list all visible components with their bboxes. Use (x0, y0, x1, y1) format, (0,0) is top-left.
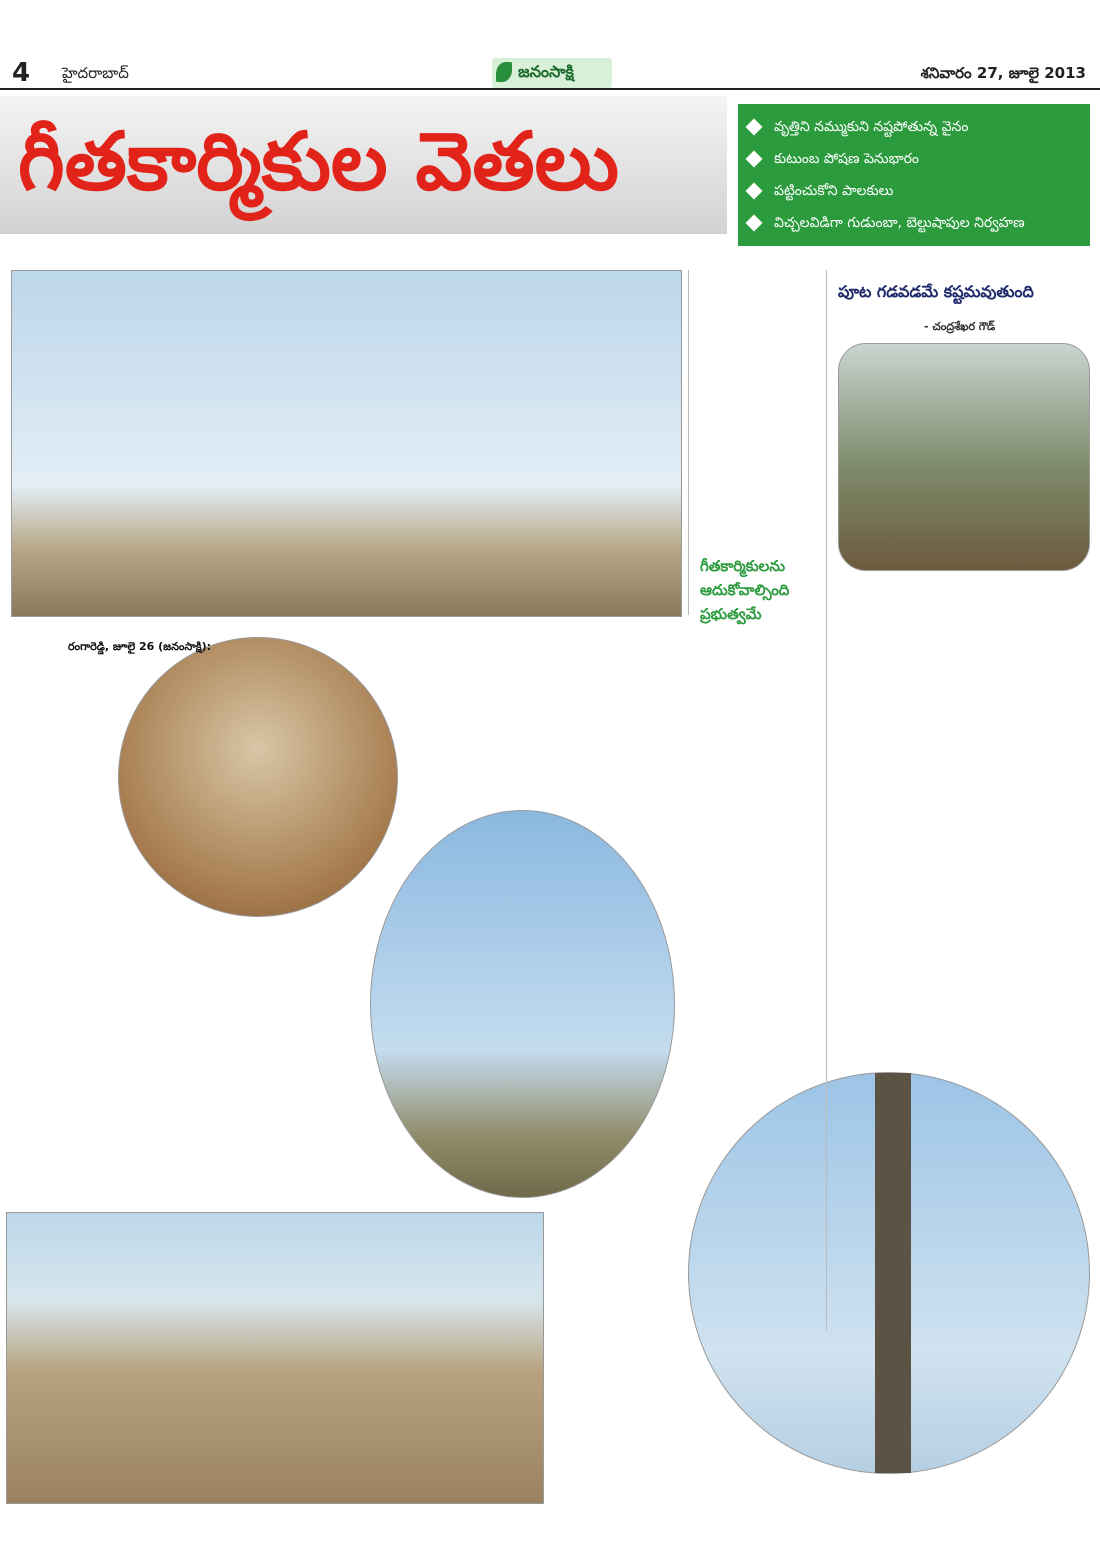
highlight-item: కుటుంబ పోషణ పెనుభారం (748, 146, 1083, 172)
palm-trunk (875, 1073, 911, 1473)
edition-city: హైదరాబాద్ (62, 64, 129, 82)
toddy-pots-photo (118, 637, 398, 917)
article-dateline: రంగారెడ్డి, జూలై 26 (జనంసాక్షి): (68, 640, 211, 653)
highlight-item: పట్టించుకోని పాలకులు (748, 178, 1083, 204)
masthead-title: జనంసాక్షి (518, 62, 574, 81)
diamond-icon (746, 183, 763, 200)
column-divider (826, 270, 827, 1330)
palm-trees-photo (11, 270, 682, 617)
headline-banner (0, 96, 727, 234)
green-subheading: గీతకార్మికులను ఆదుకోవాల్సింది ప్రభుత్వమే (700, 557, 790, 623)
leaf-icon (496, 62, 512, 82)
workers-in-field-photo (6, 1212, 544, 1504)
diamond-icon (746, 215, 763, 232)
page-number: 4 (12, 58, 31, 88)
tapper-climbing-photo (688, 1072, 1090, 1474)
interviewee-portrait-photo (838, 343, 1090, 571)
tree-climber-photo (370, 810, 675, 1198)
diamond-icon (746, 151, 763, 168)
highlight-item: విచ్చలవిడిగా గుడుంబా, బెల్టుషాపుల నిర్వహణ (748, 210, 1083, 236)
interview-heading: పూట గడవడమే కష్టమవుతుంది (838, 282, 1034, 301)
masthead-logo (492, 58, 612, 88)
highlights-box (738, 104, 1090, 246)
interview-byline: - చంద్రశేఖర గౌడ్ (924, 320, 996, 333)
issue-date: శనివారం 27, జూలై 2013 (920, 64, 1086, 82)
column-divider (688, 270, 689, 615)
headline-text: గీతకార్మికుల వెతలు (18, 115, 619, 208)
highlight-item: వృత్తిని నమ్ముకుని నష్టపోతున్న వైనం (748, 114, 1083, 140)
diamond-icon (746, 119, 763, 136)
